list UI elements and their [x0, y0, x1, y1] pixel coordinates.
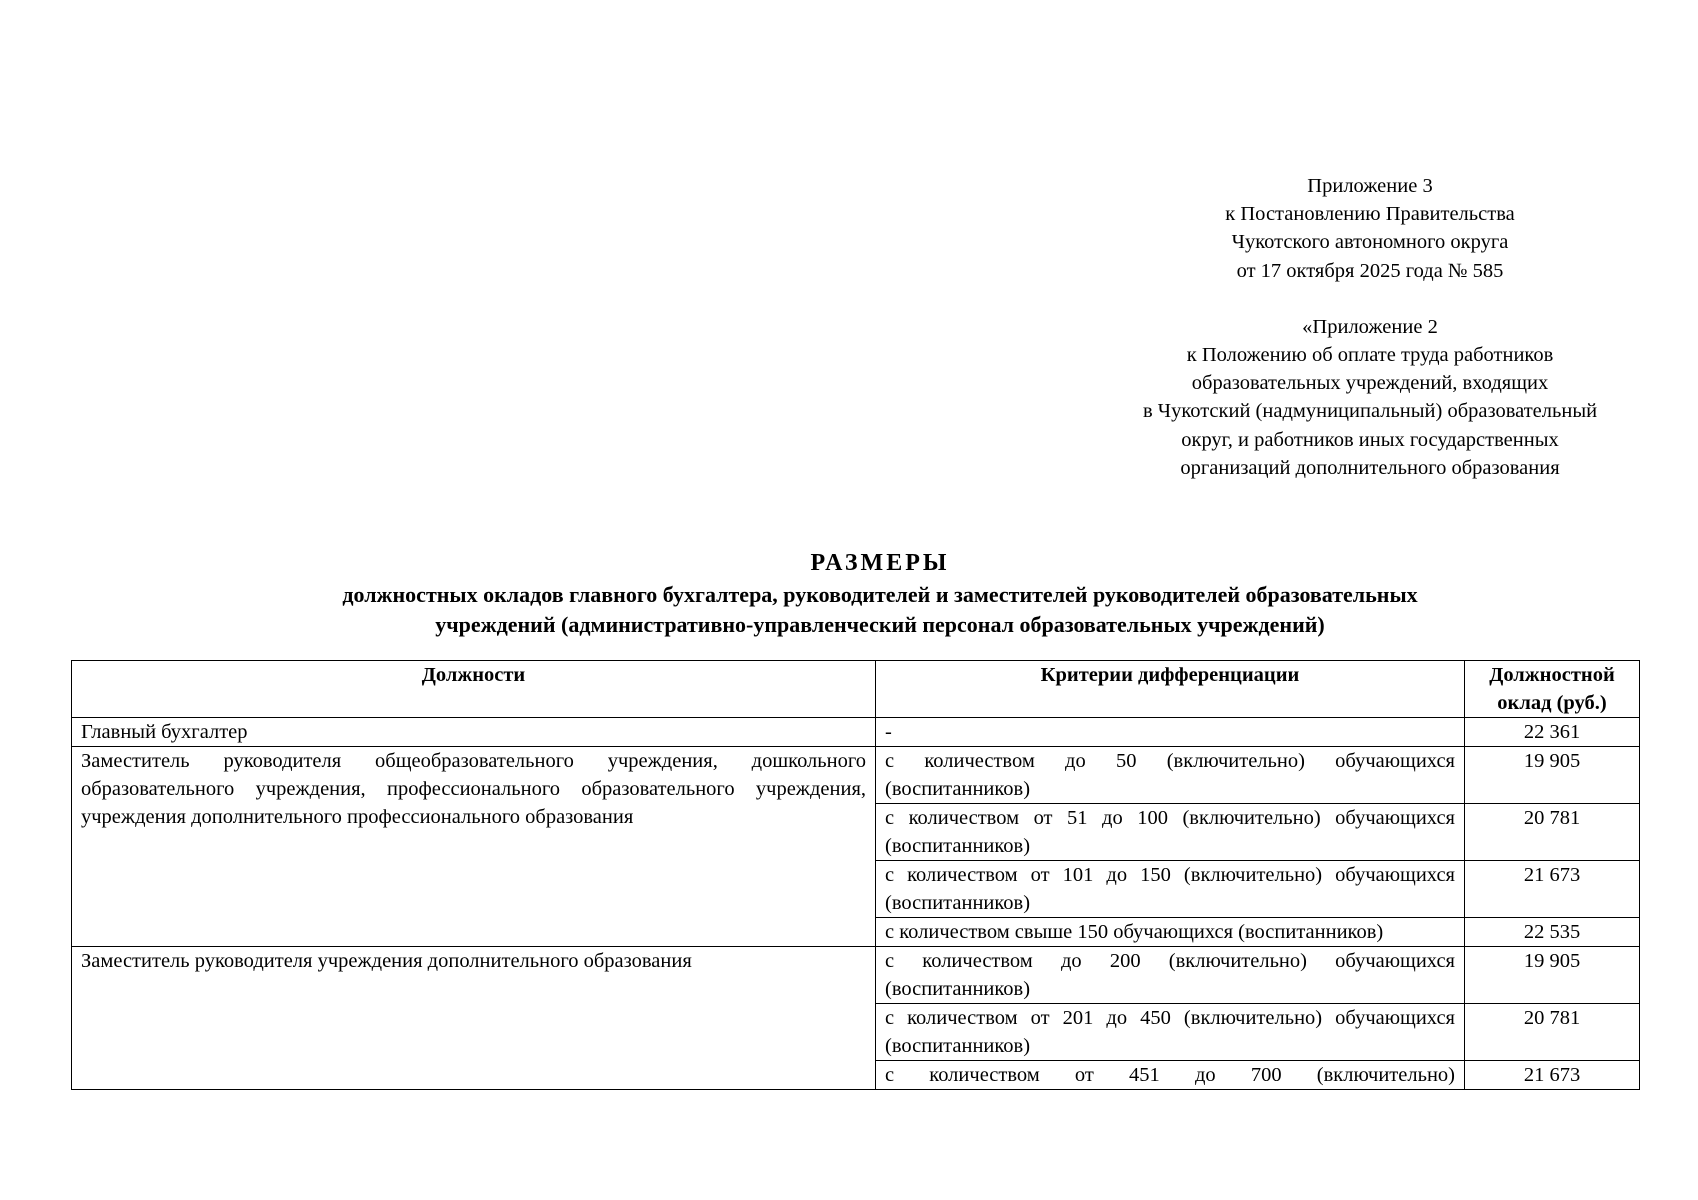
salary-cell: 22 535 [1465, 918, 1640, 947]
table-row [72, 747, 1640, 804]
salary-cell: 20 781 [1465, 804, 1640, 861]
appendix-line: организаций дополнительного образования [1180, 456, 1560, 479]
approval-line: к Постановлению Правительства [1225, 203, 1515, 226]
document-subtitle [60, 580, 1698, 640]
document-heading [60, 546, 1698, 640]
position-cell: Главный бухгалтер [72, 718, 876, 747]
salary-cell: 22 361 [1465, 718, 1640, 747]
header-criteria: Критерии дифференциации [876, 661, 1465, 718]
criteria-cell: с количеством от 451 до 700 (включительно) [876, 1061, 1465, 1090]
appendix-line: округ, и работников иных государственных [1181, 428, 1559, 451]
subtitle-line: учреждений (административно-управленческий персонал образовательных учреждений) [435, 612, 1325, 637]
criteria-cell: с количеством до 200 (включительно) обучающихся (воспитанников) [876, 947, 1465, 1004]
salary-cell: 19 905 [1465, 747, 1640, 804]
salary-cell: 21 673 [1465, 1061, 1640, 1090]
approval-spacer [1070, 285, 1670, 313]
approval-block [1070, 172, 1670, 482]
table-row [72, 947, 1640, 1004]
approval-line: Приложение 3 [1307, 175, 1433, 197]
position-cell: Заместитель руководителя учреждения дополнительного образования [72, 947, 876, 1090]
salary-cell: 21 673 [1465, 861, 1640, 918]
table-row [72, 718, 1640, 747]
appendix-line: к Положению об оплате труда работников [1186, 344, 1554, 367]
table-header-row [72, 661, 1640, 718]
subtitle-line: должностных окладов главного бухгалтера, руководителей и заместителей руководителей образовательных [342, 582, 1418, 607]
appendix-line: «Приложение 2 [1302, 315, 1438, 338]
appendix-line: образовательных учреждений, входящих [1191, 372, 1549, 395]
criteria-cell: с количеством свыше 150 обучающихся (воспитанников) [876, 918, 1465, 947]
header-position: Должности [72, 661, 876, 718]
approval-line: от 17 октября 2025 года № 585 [1236, 259, 1504, 282]
criteria-cell: с количеством от 101 до 150 (включительно) обучающихся (воспитанников) [876, 861, 1465, 918]
appendix-line: в Чукотский (надмуниципальный) образовательный [1142, 400, 1598, 423]
criteria-cell: с количеством до 50 (включительно) обучающихся (воспитанников) [876, 747, 1465, 804]
criteria-cell: с количеством от 51 до 100 (включительно) обучающихся (воспитанников) [876, 804, 1465, 861]
salary-cell: 20 781 [1465, 1004, 1640, 1061]
criteria-cell: - [876, 718, 1465, 747]
header-salary: Должностной оклад (руб.) [1465, 661, 1640, 718]
salary-cell: 19 905 [1465, 947, 1640, 1004]
document-title: РАЗМЕРЫ [810, 550, 950, 576]
approval-line: Чукотского автономного округа [1231, 231, 1509, 254]
salary-table [71, 660, 1640, 1090]
criteria-cell: с количеством от 201 до 450 (включительно) обучающихся (воспитанников) [876, 1004, 1465, 1061]
position-cell: Заместитель руководителя общеобразовательного учреждения, дошкольного образовательного учреждения, профессионального образовательного учреждения, учреждения дополнительного профессионального образования [72, 747, 876, 947]
